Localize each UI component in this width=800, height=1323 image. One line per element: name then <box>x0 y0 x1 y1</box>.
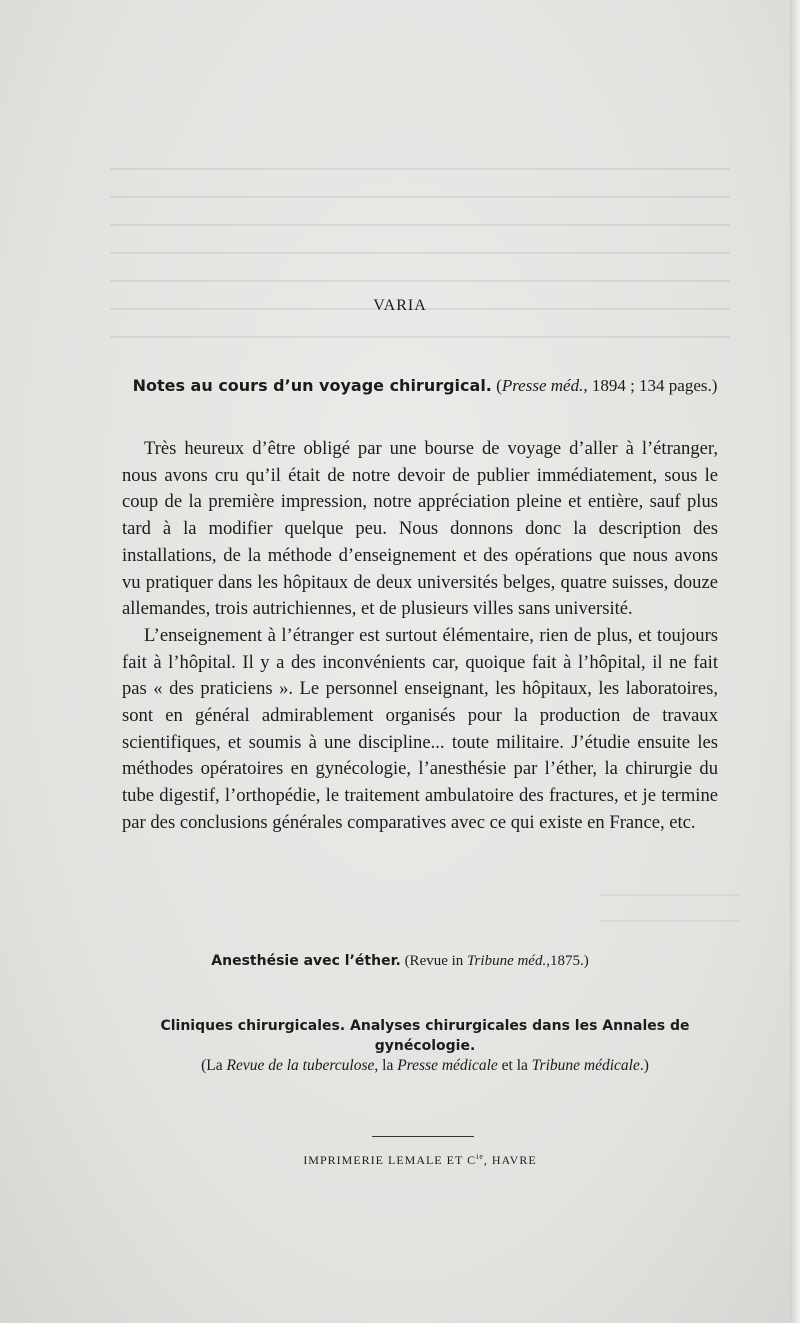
imprint-superscript: ie <box>476 1152 484 1161</box>
entry-anesthesie <box>0 953 800 970</box>
entry-title: Anesthésie avec l’éther. <box>211 953 401 969</box>
entry-voyage-chirurgical <box>122 376 728 396</box>
source-text: (La <box>201 1057 227 1074</box>
body-paragraph: L’enseignement à l’étranger est surtout élémentaire, rien de plus, et toujours fait à l’hôpital. Il y a des inconvénients car, quoique fait à l’hôpital, il ne fait pas « des praticiens ». Le personnel enseignant, les hôpitaux, les laboratoires, sont en général admirablement organisés pour la production de travaux scientifiques, et soumis à une discipline... toute militaire. J’étudie ensuite les méthodes opératoires en gynécologie, l’anesthésie par l’éther, la chirurgie du tube digestif, l’orthopédie, le traitement ambulatoire des fractures, et je termine par des conclusions générales comparatives avec ce qui existe en France, etc. <box>122 624 718 833</box>
entry-source-journal: Presse méd. <box>501 376 584 395</box>
source-text: .) <box>639 1057 649 1074</box>
entry-body <box>122 436 718 837</box>
source-journal: Revue de la tuberculose <box>226 1057 375 1074</box>
entry-cliniques-sources <box>100 1057 750 1075</box>
entry-title: Notes au cours d’un voyage chirurgical. <box>132 376 492 395</box>
printer-imprint <box>0 1152 800 1168</box>
imprint-text: IMPRIMERIE LEMALE ET C <box>303 1153 477 1167</box>
entry-source-open: ( <box>491 376 502 395</box>
bleed-through-shadow <box>600 880 740 940</box>
bleed-through-shadow <box>110 150 730 360</box>
imprint-text: , HAVRE <box>483 1153 537 1167</box>
entry-cliniques-title: Cliniques chirurgicales. Analyses chirurgicales dans les Annales de gynécologie. <box>160 1018 690 1054</box>
source-text: , la <box>374 1057 398 1074</box>
divider-rule <box>372 1136 474 1137</box>
source-journal: Tribune médicale <box>531 1057 640 1074</box>
body-paragraph: Très heureux d’être obligé par une bourse de voyage d’aller à l’étranger, nous avons cru qu’il était de notre devoir de publier immédiatement, sous le coup de la première impression, notre appréciation pleine et entière, sauf plus tard à la modifier quelque peu. Nous donnons donc la description des installations, de la méthode d’enseignement et des opérations que nous avons vu pratiquer dans les hôpitaux de deux universités belges, quatre suisses, douze allemandes, trois autrichiennes, et de plusieurs villes sans université. <box>122 438 718 620</box>
section-heading: VARIA <box>373 297 427 314</box>
page-edge <box>790 0 800 1323</box>
entry-source-rest: , 1894 ; 134 pages.) <box>583 376 718 395</box>
source-journal: Presse médicale <box>397 1057 498 1074</box>
entry-source-rest: ,1875.) <box>546 953 589 969</box>
source-text: et la <box>497 1057 532 1074</box>
entry-source-open: (Revue in <box>400 953 468 969</box>
entry-source-journal: Tribune méd. <box>467 953 547 969</box>
